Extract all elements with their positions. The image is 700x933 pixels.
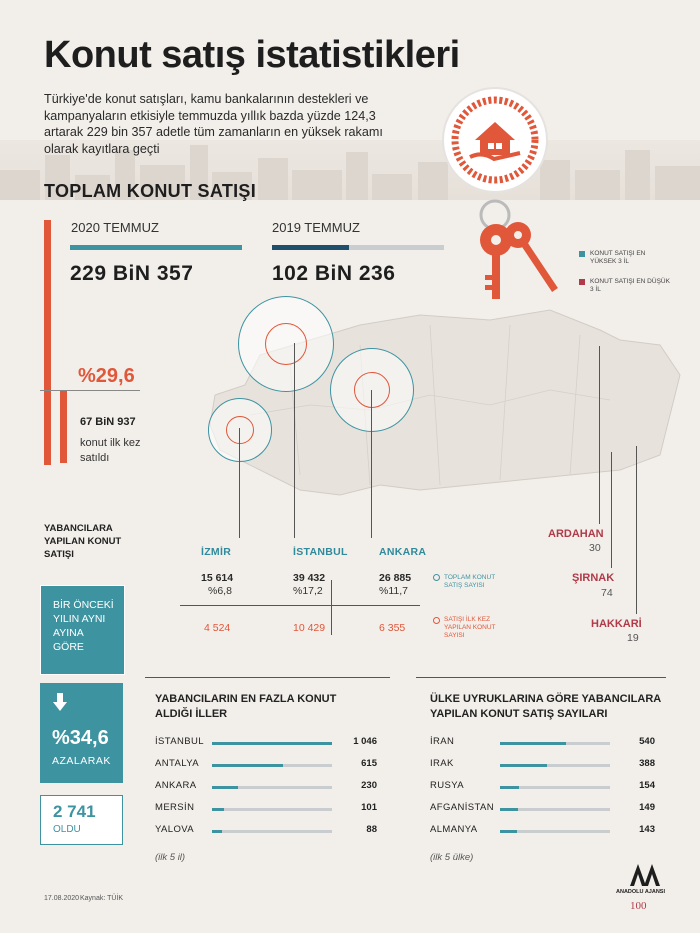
country-bar-value: 388 <box>639 758 655 769</box>
city-bar-label: MERSİN <box>155 802 195 813</box>
bottom-divider-left <box>145 677 390 678</box>
row-legend-first-dot <box>433 617 440 624</box>
total-2019-label: 2019 TEMMUZ <box>272 220 360 235</box>
city-istanbul-total: 39 432 <box>293 572 326 584</box>
footer-agency: ANADOLU AJANSI <box>616 889 665 895</box>
row-legend-first: SATIŞI İLK KEZ YAPILAN KONUT SAYISI <box>444 616 496 639</box>
country-bar-label: ALMANYA <box>430 824 478 835</box>
house-key-illustration <box>430 85 570 300</box>
chart-countries-note: (ilk 5 ülke) <box>430 852 474 863</box>
first-sale-bar <box>60 391 67 463</box>
anniversary-mark <box>628 898 668 912</box>
country-bar <box>500 786 519 789</box>
total-2020-label: 2020 TEMMUZ <box>71 220 159 235</box>
total-2019-bar <box>272 245 349 250</box>
arrow-down-icon <box>53 693 67 711</box>
ankara-leader-line <box>371 390 372 538</box>
chart-cities <box>155 736 375 846</box>
legend-top3-label: KONUT SATIŞI EN YÜKSEK 3 İL <box>590 250 646 265</box>
city-bar-value: 101 <box>361 802 377 813</box>
city-ankara-first: 6 355 <box>379 622 406 634</box>
foreign-sales-heading: YABANCILARA YAPILAN KONUT SATIŞI <box>44 523 122 560</box>
chart-cities-title: YABANCILARIN EN FAZLA KONUT ALDIĞI İLLER <box>155 693 337 720</box>
city-bar <box>212 786 238 789</box>
ankara-marker <box>354 372 390 408</box>
city-ardahan-name: ARDAHAN <box>548 528 604 540</box>
first-sale-count: 67 BiN 937 <box>80 416 136 428</box>
intro-text: Türkiye'de konut satışları, kamu bankalarının destekleri ve kampanyaların etkisiyle temmuzda yıllık bazda yüzde 124,3 artarak 229 bin 357 adetle tüm zamanların en yüksek rakamı olarak kayıtlara geçti <box>44 92 383 156</box>
city-istanbul-pct: %17,2 <box>293 585 323 597</box>
foreign-count: 2 741 <box>53 802 96 821</box>
city-bar-value: 615 <box>361 758 377 769</box>
bottom-divider-right <box>416 677 666 678</box>
total-2020-vertical-bar <box>44 220 51 465</box>
country-bar <box>500 808 518 811</box>
country-bar-label: IRAK <box>430 758 454 769</box>
city-ankara-pct: %11,7 <box>379 585 408 597</box>
city-bar-value: 1 046 <box>353 736 377 747</box>
city-ankara-name: ANKARA <box>379 546 427 558</box>
hakkari-leader-line <box>636 446 637 614</box>
country-bar-value: 154 <box>639 780 655 791</box>
sirnak-leader-line <box>611 452 612 568</box>
izmir-leader-line <box>239 428 240 538</box>
city-bar <box>212 742 332 745</box>
city-ankara-total: 26 885 <box>379 572 412 584</box>
city-bar <box>212 764 283 767</box>
total-sales-heading: TOPLAM KONUT SATIŞI <box>44 181 257 201</box>
svg-text:100: 100 <box>630 900 647 912</box>
country-bar-label: AFGANİSTAN <box>430 802 494 813</box>
chart-countries <box>430 736 655 846</box>
compare-text: BİR ÖNCEKİ YILIN AYNI AYINA GÖRE <box>53 599 114 653</box>
city-sirnak-value: 74 <box>601 587 613 599</box>
city-izmir-pct: %6,8 <box>208 585 232 597</box>
city-hakkari-value: 19 <box>627 632 639 644</box>
country-bar <box>500 742 566 745</box>
total-2019-value: 102 BiN 236 <box>272 262 396 285</box>
city-bar-label: ANTALYA <box>155 758 199 769</box>
city-istanbul-first: 10 429 <box>293 622 326 634</box>
city-ardahan-value: 30 <box>589 542 601 554</box>
city-bar <box>212 808 224 811</box>
istanbul-leader-line <box>294 343 295 538</box>
city-bar-track <box>212 830 332 833</box>
first-sale-text: konut ilk kez satıldı <box>80 437 141 464</box>
change-box <box>40 683 123 783</box>
change-word: AZALARAK <box>52 755 111 767</box>
city-izmir-first: 4 524 <box>204 622 231 634</box>
city-bar-label: İSTANBUL <box>155 736 204 747</box>
footer-date: 17.08.2020 <box>44 895 80 902</box>
total-2020-value: 229 BiN 357 <box>70 262 194 285</box>
country-bar <box>500 830 517 833</box>
first-sale-percent: %29,6 <box>78 365 135 387</box>
city-izmir-total: 15 614 <box>201 572 234 584</box>
country-bar-label: İRAN <box>430 736 455 747</box>
chart-countries-title: ÜLKE UYRUKLARINA GÖRE YABANCILARA YAPILAN KONUT SATIŞ SAYILARI <box>430 693 661 720</box>
first-sale-divider <box>40 390 140 391</box>
legend-top3-swatch <box>579 251 585 257</box>
country-bar-value: 143 <box>639 824 655 835</box>
cities-table-divider <box>180 605 420 606</box>
ardahan-leader-line <box>599 346 600 524</box>
page-title: Konut satış istatistikleri <box>44 34 460 76</box>
country-bar-label: RUSYA <box>430 780 465 791</box>
country-bar-value: 540 <box>639 736 655 747</box>
compare-box <box>40 585 125 675</box>
country-bar-value: 149 <box>639 802 655 813</box>
city-bar-label: YALOVA <box>155 824 195 835</box>
legend-bottom3-label: KONUT SATIŞI EN DÜŞÜK 3 İL <box>590 278 670 293</box>
city-bar-value: 88 <box>366 824 377 835</box>
total-2020-bar <box>70 245 242 250</box>
count-box <box>40 795 123 845</box>
change-percent: %34,6 <box>52 727 109 749</box>
city-bar-track <box>212 808 332 811</box>
footer-source: Kaynak: TÜİK <box>80 895 124 902</box>
city-bar <box>212 830 222 833</box>
row-legend-total-dot <box>433 574 440 581</box>
cities-table-column-divider <box>331 580 332 635</box>
city-sirnak-name: ŞIRNAK <box>572 572 615 584</box>
row-legend-total: TOPLAM KONUT SATIŞ SAYISI <box>444 574 496 589</box>
istanbul-marker <box>265 323 307 365</box>
city-hakkari-name: HAKKARİ <box>591 618 642 630</box>
city-istanbul-name: İSTANBUL <box>293 546 348 558</box>
chart-cities-note: (ilk 5 il) <box>155 852 186 863</box>
city-bar-value: 230 <box>361 780 377 791</box>
aa-logo-icon <box>628 862 662 888</box>
country-bar <box>500 764 547 767</box>
city-izmir-name: İZMİR <box>201 546 232 558</box>
izmir-marker <box>226 416 254 444</box>
city-bar-label: ANKARA <box>155 780 197 791</box>
foreign-count-word: OLDU <box>53 824 81 835</box>
